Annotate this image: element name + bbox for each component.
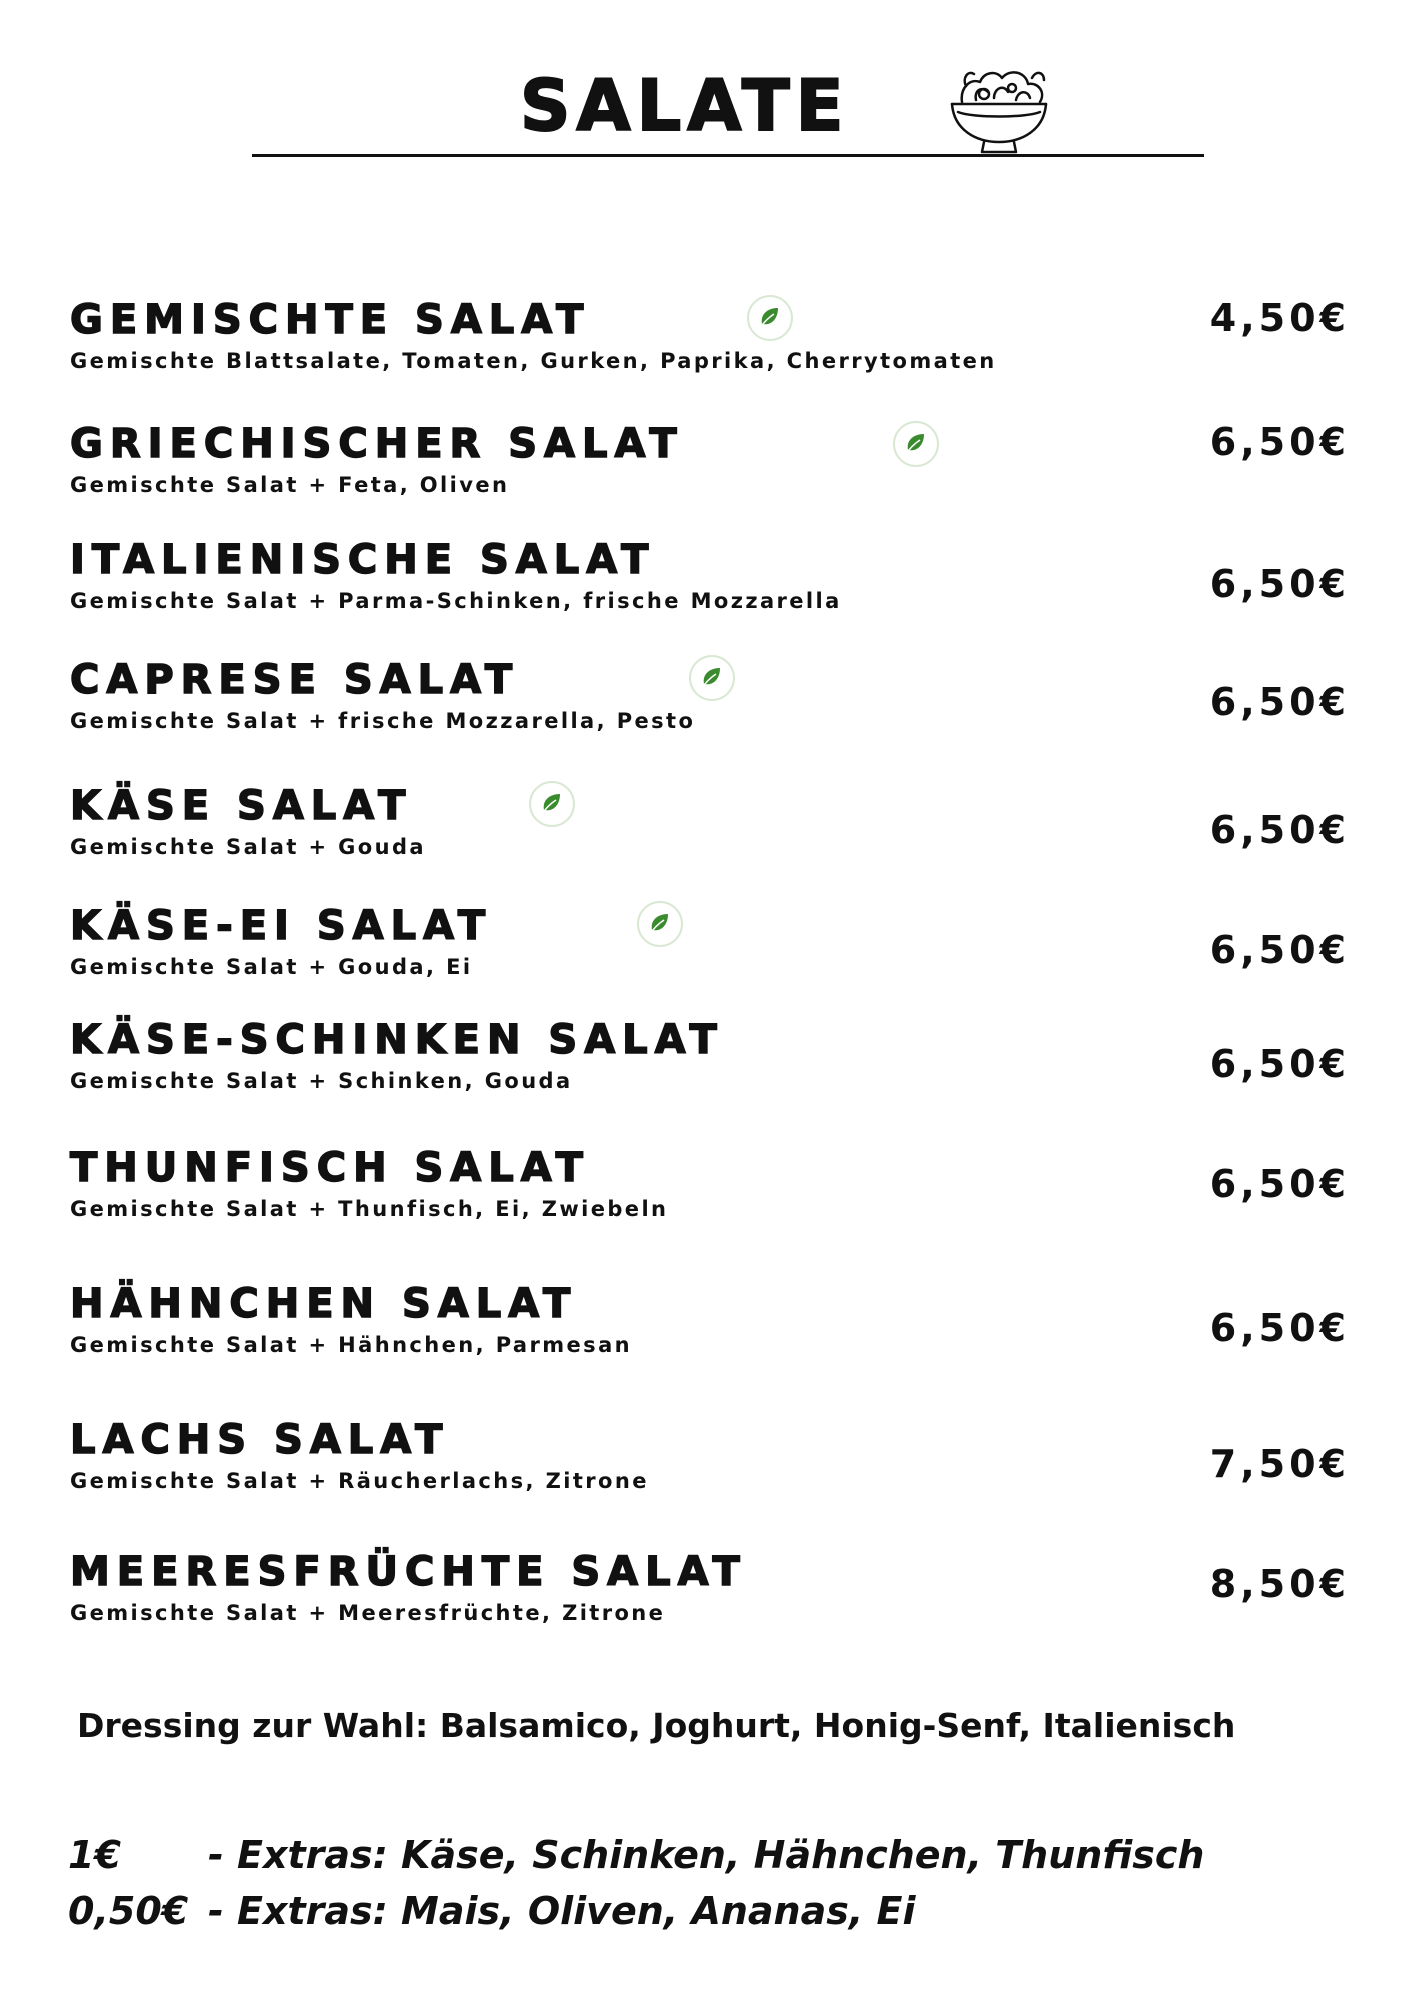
extras-price: 1€ — [68, 1833, 121, 1877]
item-description: Gemischte Salat + Thunfisch, Ei, Zwiebeln — [70, 1197, 669, 1221]
item-description: Gemischte Blattsalate, Tomaten, Gurken, Paprika, Cherrytomaten — [70, 349, 997, 373]
item-price: 6,50€ — [1209, 1306, 1350, 1350]
item-name: HÄHNCHEN SALAT — [70, 1281, 578, 1327]
item-name: ITALIENISCHE SALAT — [70, 537, 656, 583]
menu-item — [70, 1548, 1370, 1648]
menu-item — [70, 902, 1370, 1002]
item-description: Gemischte Salat + Feta, Oliven — [70, 473, 510, 497]
item-description: Gemischte Salat + Gouda, Ei — [70, 955, 473, 979]
item-name: GRIECHISCHER SALAT — [70, 421, 684, 467]
item-name: GEMISCHTE SALAT — [70, 297, 591, 343]
item-price: 4,50€ — [1209, 296, 1350, 340]
item-price: 6,50€ — [1209, 420, 1350, 464]
salad-bowl-icon — [932, 60, 1062, 160]
menu-item — [70, 782, 1370, 882]
header-divider — [252, 154, 1204, 157]
item-price: 6,50€ — [1209, 808, 1350, 852]
vegetarian-leaf-icon — [892, 420, 940, 468]
item-description: Gemischte Salat + Parma-Schinken, frische Mozzarella — [70, 589, 842, 613]
item-description: Gemischte Salat + Räucherlachs, Zitrone — [70, 1469, 649, 1493]
vegetarian-leaf-icon — [688, 654, 736, 702]
vegetarian-leaf-icon — [746, 294, 794, 342]
item-price: 6,50€ — [1209, 680, 1350, 724]
item-name: KÄSE-SCHINKEN SALAT — [70, 1017, 724, 1063]
item-description: Gemischte Salat + Meeresfrüchte, Zitrone — [70, 1601, 666, 1625]
menu-item — [70, 536, 1370, 636]
item-name: MEERESFRÜCHTE SALAT — [70, 1549, 747, 1595]
item-description: Gemischte Salat + Schinken, Gouda — [70, 1069, 573, 1093]
item-name: KÄSE SALAT — [70, 783, 413, 829]
vegetarian-leaf-icon — [528, 780, 576, 828]
dressing-note: Dressing zur Wahl: Balsamico, Joghurt, Honig-Senf, Italienisch — [77, 1706, 1236, 1745]
item-price: 7,50€ — [1209, 1442, 1350, 1486]
item-price: 8,50€ — [1209, 1562, 1350, 1606]
menu-item — [70, 296, 1370, 396]
item-price: 6,50€ — [1209, 1162, 1350, 1206]
item-name: THUNFISCH SALAT — [70, 1145, 590, 1191]
item-name: LACHS SALAT — [70, 1417, 450, 1463]
extras-line — [68, 1832, 1204, 1878]
menu-item — [70, 1144, 1370, 1244]
extras-text: - Extras: Käse, Schinken, Hähnchen, Thunfisch — [208, 1833, 1205, 1877]
item-name: KÄSE-EI SALAT — [70, 903, 493, 949]
menu-item — [70, 656, 1370, 756]
extras-text: - Extras: Mais, Oliven, Ananas, Ei — [208, 1889, 916, 1933]
menu-item — [70, 1016, 1370, 1116]
extras-price: 0,50€ — [68, 1889, 189, 1933]
item-description: Gemischte Salat + Gouda — [70, 835, 426, 859]
menu-header — [0, 60, 1414, 160]
menu-item — [70, 1280, 1370, 1380]
menu-item — [70, 420, 1370, 520]
item-price: 6,50€ — [1209, 562, 1350, 606]
item-price: 6,50€ — [1209, 928, 1350, 972]
extras-line — [68, 1888, 916, 1934]
menu-item — [70, 1416, 1370, 1516]
item-name: CAPRESE SALAT — [70, 657, 520, 703]
item-description: Gemischte Salat + frische Mozzarella, Pesto — [70, 709, 696, 733]
item-description: Gemischte Salat + Hähnchen, Parmesan — [70, 1333, 632, 1357]
vegetarian-leaf-icon — [636, 900, 684, 948]
item-price: 6,50€ — [1209, 1042, 1350, 1086]
menu-title: SALATE — [520, 65, 850, 147]
